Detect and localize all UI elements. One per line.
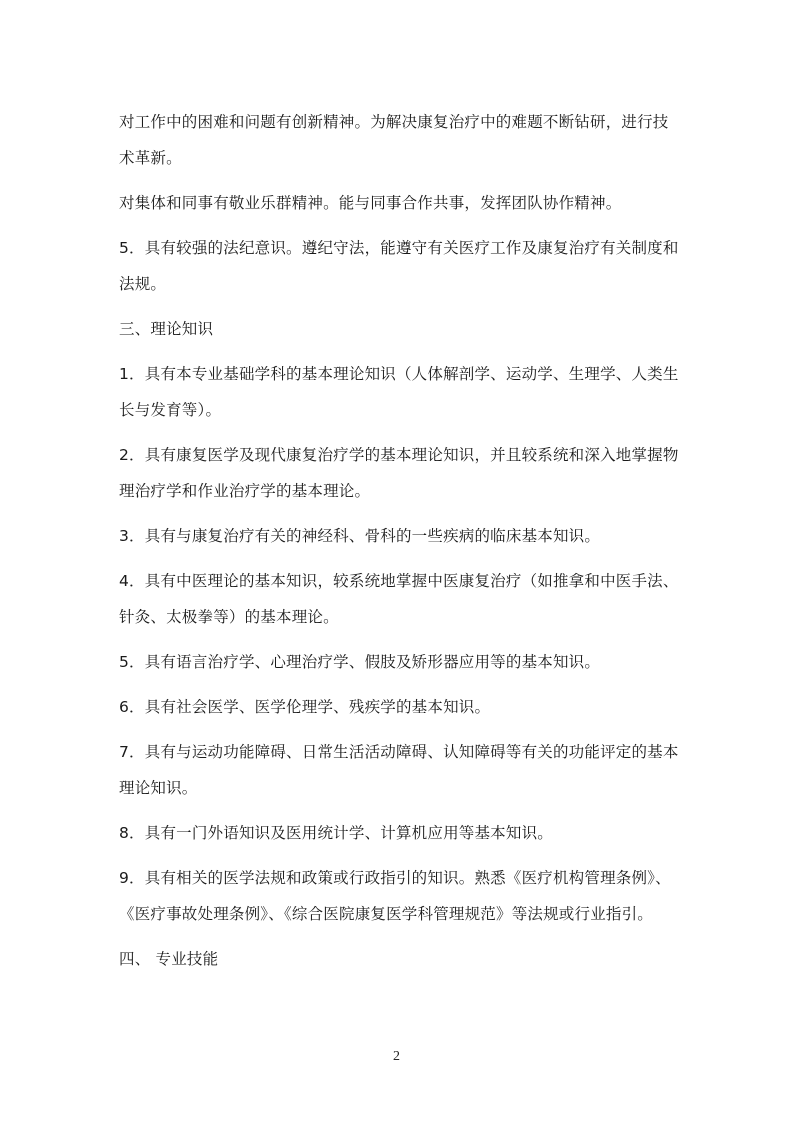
page-number: 2 [393, 1049, 400, 1064]
list-item-theory-5: 5．具有语言治疗学、心理治疗学、假肢及矫形器应用等的基本知识。 [119, 653, 601, 671]
list-item-theory-3: 3．具有与康复治疗有关的神经科、骨科的一些疾病的临床基本知识。 [119, 527, 601, 545]
list-item-theory-8: 8．具有一门外语知识及医用统计学、计算机应用等基本知识。 [119, 824, 553, 842]
list-item-theory-7: 7．具有与运动功能障碍、日常生活活动障碍、认知障碍等有关的功能评定的基本理论知识。 [119, 743, 679, 797]
paragraph-teamwork: 对集体和同事有敬业乐群精神。能与同事合作共事，发挥团队协作精神。 [119, 194, 622, 212]
list-item-theory-1: 1．具有本专业基础学科的基本理论知识（人体解剖学、运动学、生理学、人类生长与发育等）。 [119, 365, 679, 419]
list-item-theory-2: 2．具有康复医学及现代康复治疗学的基本理论知识，并且较系统和深入地掌握物理治疗学和作业治疗学的基本理论。 [119, 446, 679, 500]
list-item-theory-6: 6．具有社会医学、医学伦理学、残疾学的基本知识。 [119, 698, 491, 716]
section-heading-theory: 三、理论知识 [119, 320, 214, 338]
section-heading-skills: 四、 专业技能 [119, 950, 219, 968]
document-body [119, 104, 679, 986]
list-item-theory-9: 9．具有相关的医学法规和政策或行政指引的知识。熟悉《医疗机构管理条例》、《医疗事故处理条例》、《综合医院康复医学科管理规范》等法规或行业指引。 [119, 869, 671, 923]
paragraph-legal-awareness: 5．具有较强的法纪意识。遵纪守法，能遵守有关医疗工作及康复治疗有关制度和法规。 [119, 239, 679, 293]
list-item-theory-4: 4．具有中医理论的基本知识，较系统地掌握中医康复治疗（如推拿和中医手法、针灸、太极拳等）的基本理论。 [119, 572, 679, 626]
paragraph-innovation: 对工作中的困难和问题有创新精神。为解决康复治疗中的难题不断钻研，进行技术革新。 [119, 113, 669, 167]
